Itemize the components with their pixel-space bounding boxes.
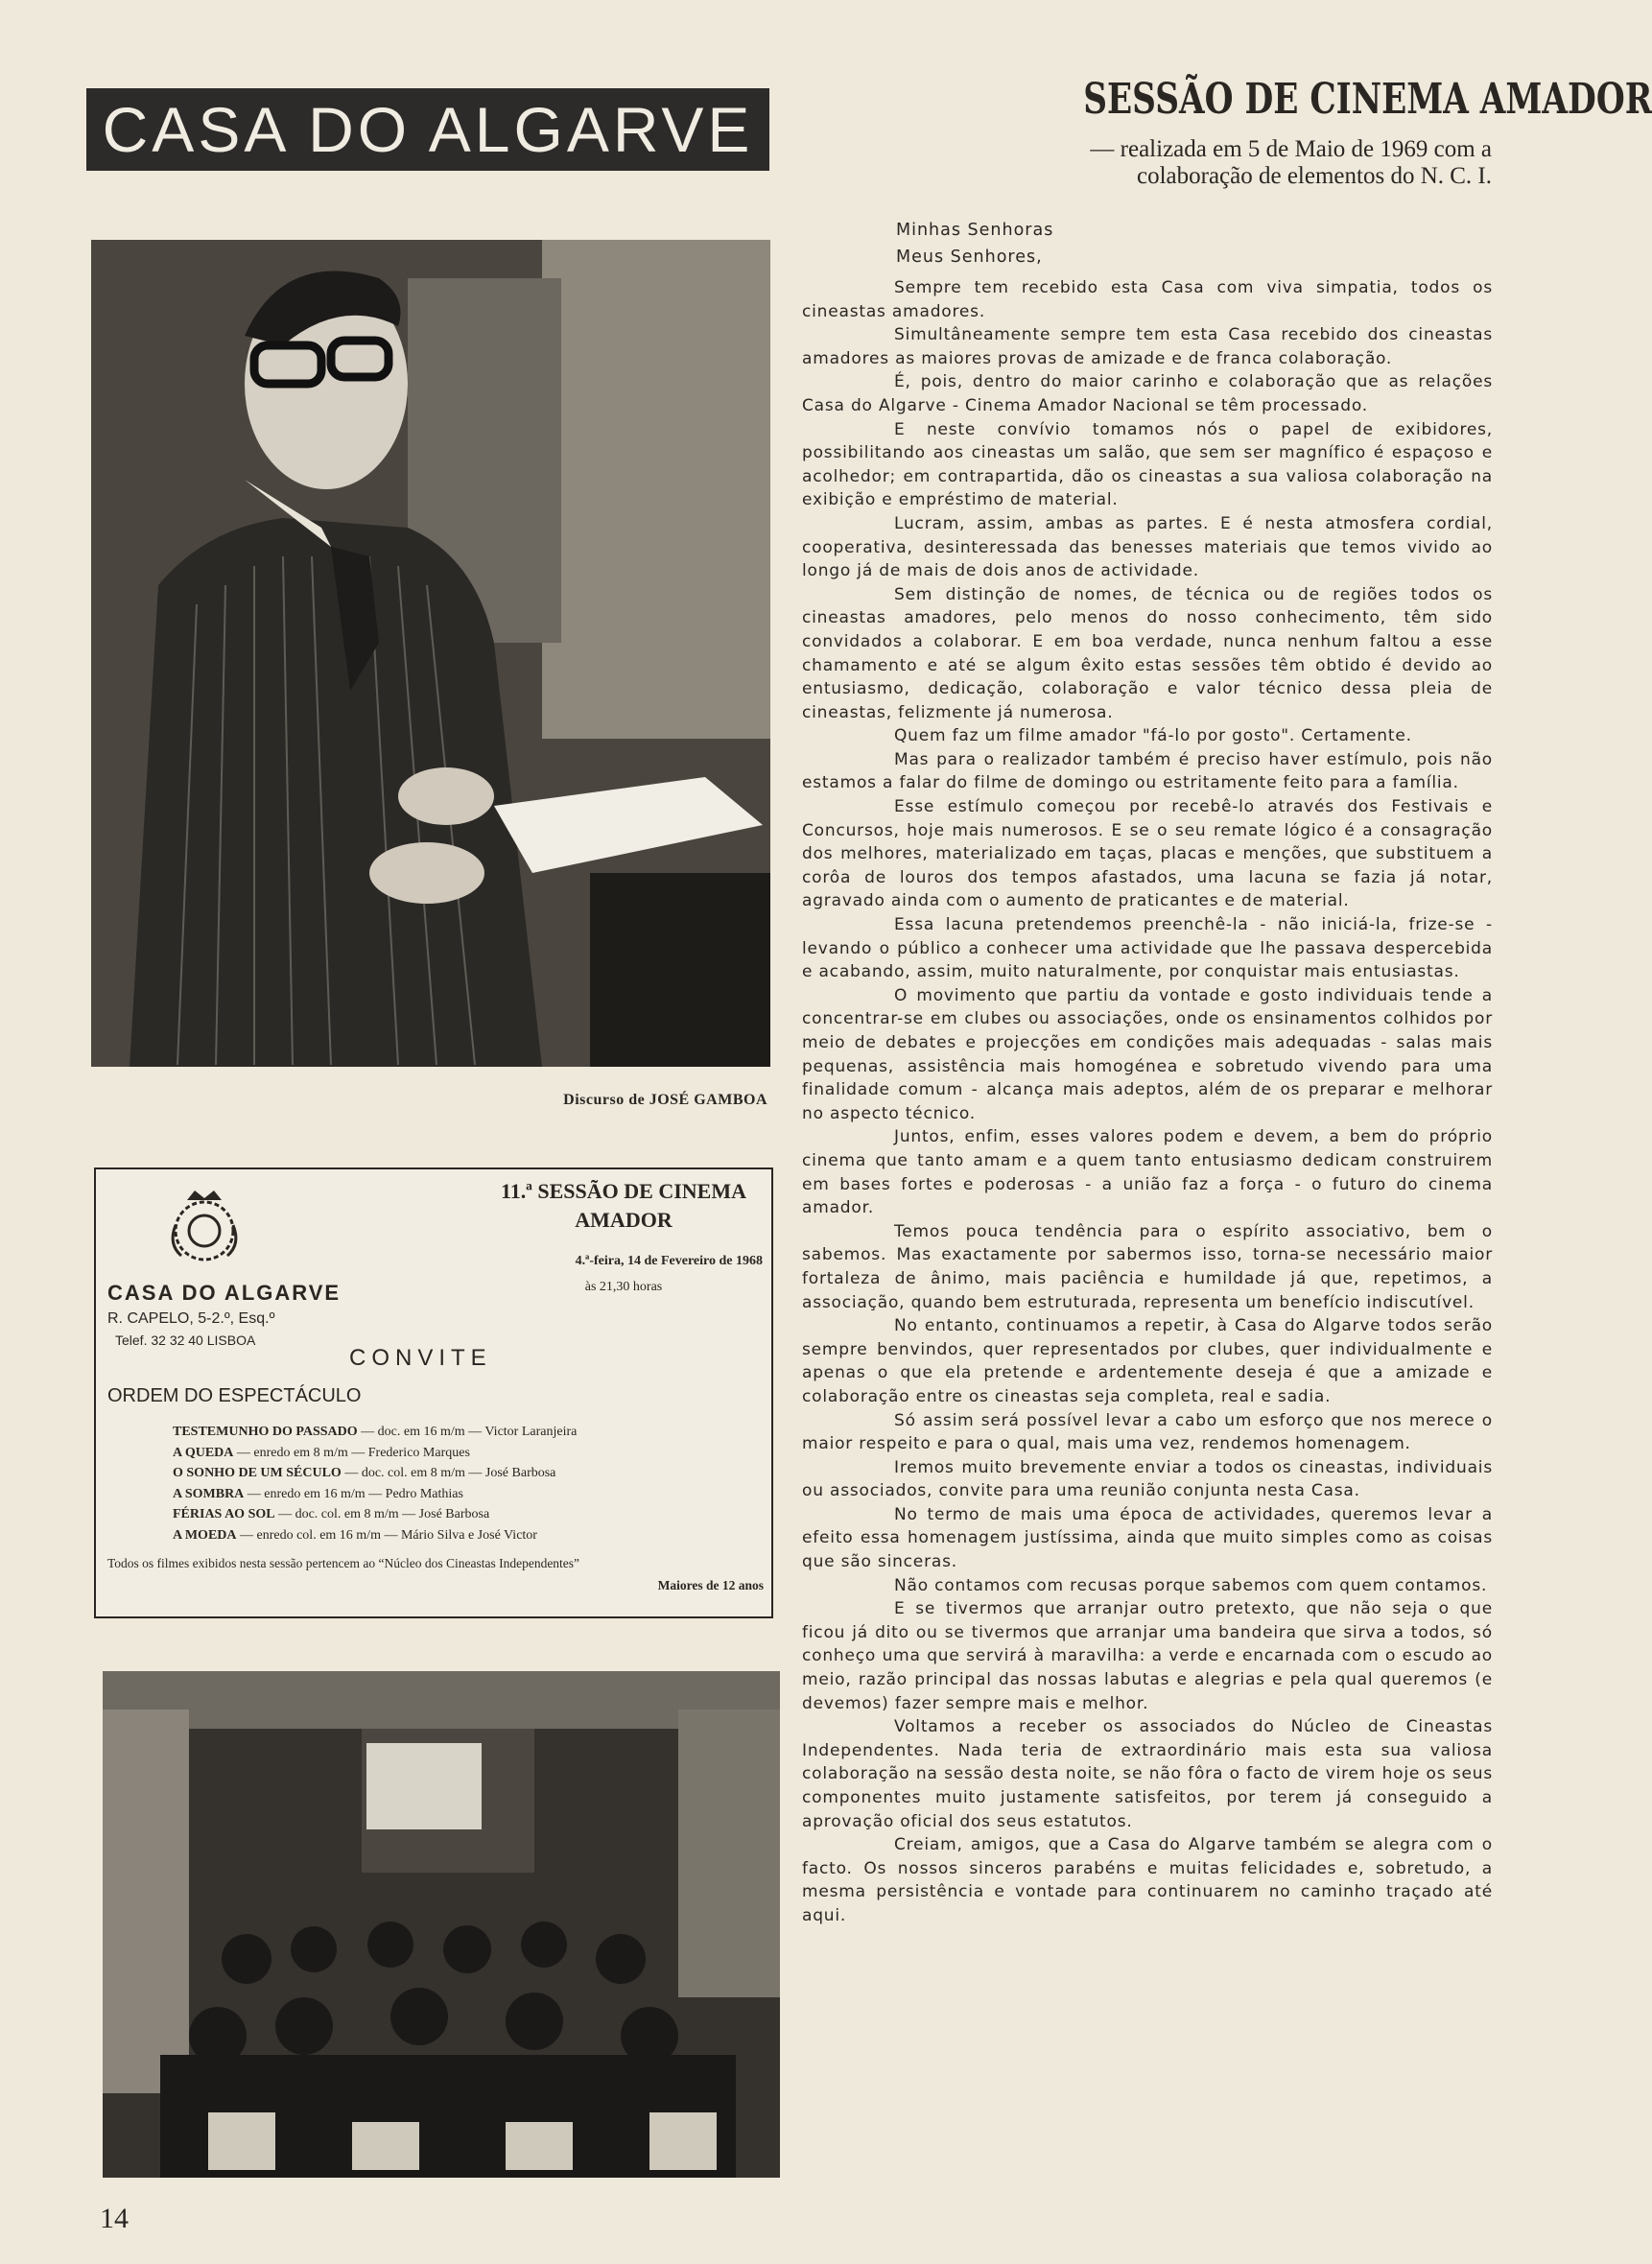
invitation-org-name: CASA DO ALGARVE	[107, 1281, 342, 1305]
page-number: 14	[100, 2203, 129, 2234]
invitation-phone: Telef. 32 32 40 LISBOA	[115, 1332, 256, 1348]
article-paragraph: Creiam, amigos, que a Casa do Algarve também se alegra com o facto. Os nossos sinceros parabéns e muitas felicidades e, sobretudo, a mesma persistência e vontade para continuarem no caminho traçado até aqui.	[802, 1835, 1493, 1925]
film-title: A MOEDA	[173, 1527, 237, 1543]
article-paragraph: Não contamos com recusas porque sabemos com quem contamos.	[894, 1575, 1488, 1595]
invitation-address: R. CAPELO, 5-2.º, Esq.º	[107, 1310, 275, 1327]
invitation-time: às 21,30 horas	[584, 1280, 663, 1294]
salutation-line: Meus Senhores,	[896, 248, 1043, 267]
program-item	[173, 1525, 577, 1546]
film-title: O SONHO DE UM SÉCULO	[173, 1466, 342, 1480]
program-item	[173, 1443, 577, 1464]
invitation-heading: CONVITE	[349, 1345, 492, 1371]
article-paragraph: Só assim será possível levar a cabo um esforço que nos merece o maior respeito e para o qual, mais uma vez, rendemos homenagem.	[802, 1410, 1493, 1454]
program-list	[173, 1422, 577, 1545]
film-details: — enredo col. em 16 m/m — Mário Silva e José Victor	[240, 1527, 537, 1543]
article-paragraph: Esse estímulo começou por recebê-lo através dos Festivais e Concursos, hoje mais numerosos. E se o seu remate lógico é a consagração dos melhores, materializado em taças, placas e menções, que substituem a corôa de louros dos tempos afastados, uma lacuna se fazia já notar, agravado ainda com o aumento de praticantes e de material.	[802, 797, 1493, 911]
salutation-line: Minhas Senhoras	[896, 221, 1054, 240]
speaker-photo	[91, 240, 770, 1067]
photo-caption: Discurso de JOSÉ GAMBOA	[563, 1092, 767, 1108]
program-item	[173, 1463, 577, 1484]
article-subhead: — realizada em 5 de Maio de 1969 com a colaboração de elementos do N. C. I.	[1090, 136, 1492, 189]
film-title: A QUEDA	[173, 1445, 234, 1460]
article-paragraph: Sem distinção de nomes, de técnica ou de regiões todos os cineastas amadores, pelo menos do nosso conhecimento, têm sido convidados a colaborar. E em boa verdade, nunca nenhum faltou a esse chamamento e até se algum êxito estas sessões têm obtido é devido ao entusiasmo, dedicação, colaboração e valor técnico dessa pleia de cineastas, felizmente já numerosa.	[802, 584, 1493, 722]
program-item	[173, 1484, 577, 1505]
article-paragraph: O movimento que partiu da vontade e gosto individuais tende a concentrar-se em clubes ou associações, onde os ensinamentos colhidos por meio de debates e projecções em condições mais adequadas - salas mais pequenas, assistência mais homogénea e sobretudo vivendo para uma finalidade comum - alcança mais adeptos, além de os preparar e melhorar no aspecto técnico.	[802, 985, 1493, 1123]
article-paragraph: Essa lacuna pretendemos preenchê-la - não iniciá-la, frize-se - levando o público a conhecer uma actividade que lhe passava despercebida e acabando, assim, muito naturalmente, por conquistar mais entusiastas.	[802, 915, 1493, 982]
article-paragraph: E neste convívio tomamos nós o papel de exibidores, possibilitando aos cineastas um salão, que sem ser magnífico é espaçoso e acolhedor; em contrapartida, dão os cineastas a sua valiosa colaboração na exibição e empréstimo de material.	[802, 419, 1493, 510]
film-details: — enredo em 8 m/m — Frederico Marques	[236, 1445, 470, 1460]
invitation-date: 4.ª-feira, 14 de Fevereiro de 1968	[575, 1254, 763, 1268]
article-paragraph: Lucram, assim, ambas as partes. E é nesta atmosfera cordial, cooperativa, desinteressada das benesses materiais que temos vivido ao longo já de mais de dois anos de actividade.	[802, 513, 1493, 581]
article-paragraph: Temos pouca tendência para o espírito associativo, bem o sabemos. Mas exactamente por sabermos isso, torna-se necessário maior fortaleza de ânimo, mais paciência e humildade já que, repetimos, a associação, quando bem estruturada, representa um benefício indiscutível.	[802, 1221, 1493, 1312]
masthead-title: CASA DO ALGARVE	[86, 88, 769, 171]
article-paragraph: Quem faz um filme amador "fá-lo por gosto". Certamente.	[894, 726, 1412, 746]
film-details: — enredo em 16 m/m — Pedro Mathias	[247, 1486, 463, 1501]
film-details: — doc. col. em 8 m/m — José Barbosa	[344, 1466, 556, 1480]
article-paragraph: No entanto, continuamos a repetir, à Casa do Algarve todos serão sempre benvindos, quer representados por clubes, quer individualmente e apenas o que ela pretende e ardentemente deseja é que a amizade e colaboração entre os cineastas seja completa, real e sadia.	[802, 1316, 1493, 1406]
program-order-label: ORDEM DO ESPECTÁCULO	[107, 1385, 362, 1406]
coat-of-arms-icon	[158, 1187, 250, 1267]
article-paragraph: Iremos muito brevemente enviar a todos os cineastas, individuais ou associados, convite para uma reunião conjunta nesta Casa.	[802, 1457, 1493, 1501]
film-details: — doc. col. em 8 m/m — José Barbosa	[278, 1507, 490, 1521]
article-paragraph: Sempre tem recebido esta Casa com viva simpatia, todos os cineastas amadores.	[802, 278, 1493, 321]
audience-photo	[103, 1671, 780, 2178]
film-title: TESTEMUNHO DO PASSADO	[173, 1425, 358, 1439]
article-paragraph: Voltamos a receber os associados do Núcleo de Cineastas Independentes. Nada teria de extraordinário mais esta sua valiosa colaboração na sessão desta noite, se não fôra o facto de virem hoje os seus componentes muito justamente satisfeitos, por terem já conseguido a aprovação oficial dos seus estatutos.	[802, 1717, 1493, 1831]
article-headline: SESSÃO DE CINEMA AMADOR	[1083, 75, 1652, 124]
invitation-title: 11.ª SESSÃO DE CINEMA AMADOR	[501, 1179, 746, 1232]
invitation-note: Todos os filmes exibidos nesta sessão pertencem ao “Núcleo dos Cineastas Independentes”	[107, 1556, 580, 1570]
article-paragraph: Mas para o realizador também é preciso haver estímulo, pois não estamos a falar do filme de domingo ou estritamente feito para a família.	[802, 749, 1493, 793]
program-item	[173, 1422, 577, 1443]
article-paragraph: No termo de mais uma época de actividades, queremos levar a efeito essa homenagem justíssima, ainda que muito simples como as coisas que são sinceras.	[802, 1504, 1493, 1572]
article-paragraph: Juntos, enfim, esses valores podem e devem, a bem do próprio cinema que tanto amam e a quem tanto entusiasmo dedicam construirem em bases fortes e poderosas - a união faz a força - o futuro do cinema amador.	[802, 1127, 1493, 1218]
article-body	[802, 276, 1493, 1928]
article-paragraph: É, pois, dentro do maior carinho e colaboração que as relações Casa do Algarve - Cinema Amador Nacional se têm processado.	[802, 372, 1493, 415]
program-item	[173, 1504, 577, 1525]
age-restriction: Maiores de 12 anos	[657, 1578, 764, 1592]
film-title: FÉRIAS AO SOL	[173, 1507, 275, 1521]
film-title: A SOMBRA	[173, 1486, 245, 1501]
article-paragraph: Simultâneamente sempre tem esta Casa recebido dos cineastas amadores as maiores provas de amizade e de franca colaboração.	[802, 325, 1493, 368]
film-details: — doc. em 16 m/m — Victor Laranjeira	[361, 1425, 578, 1439]
article-paragraph: E se tivermos que arranjar outro pretexto, que não seja o que ficou já dito ou se tivermos que arranjar uma bandeira que sirva a todos, só conheço uma que servirá à maravilha: a verde e encarnada com o escudo ao meio, razão principal das nossas labutas e alegrias e pela qual queremos (e devemos) fazer sempre mais e melhor.	[802, 1599, 1493, 1713]
